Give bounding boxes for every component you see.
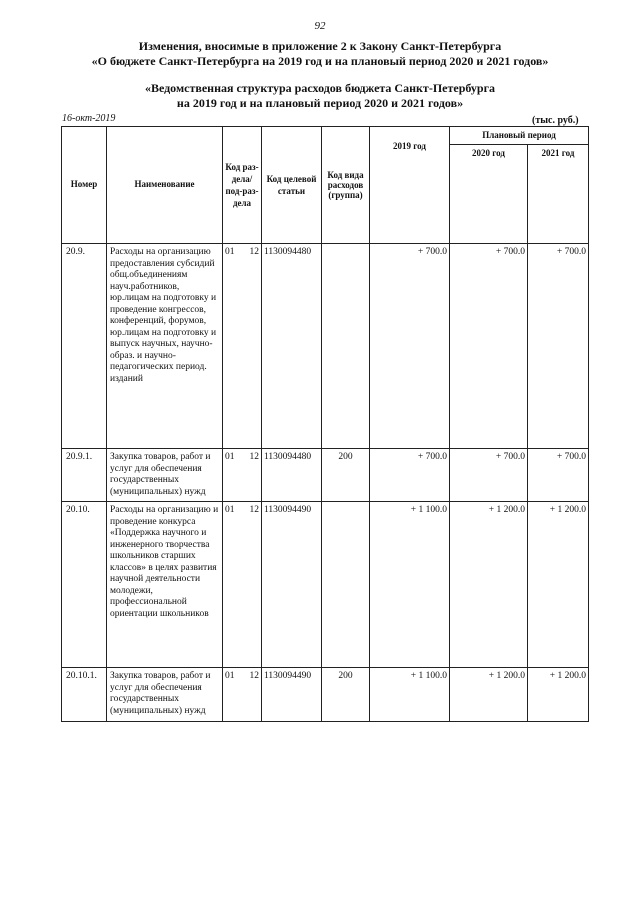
row-number: 20.10.	[62, 502, 107, 668]
budget-table	[61, 126, 589, 722]
row-expense-type: 200	[322, 449, 370, 502]
row-article-code: 1130094480	[262, 244, 322, 449]
row-name: Закупка товаров, работ и услуг для обеспечения государственных (муниципальных) нужд	[107, 449, 223, 502]
header-section: Код раз-дела/ под-раз-дела	[223, 127, 262, 244]
header-article: Код целевой статьи	[262, 127, 322, 244]
header-expense-type: Код вида расходов (группа)	[322, 127, 370, 244]
page-number: 92	[314, 20, 326, 32]
section-code: 01	[225, 671, 235, 681]
subsection-code: 12	[249, 452, 259, 462]
row-2020: + 700.0	[450, 449, 528, 502]
table-row	[62, 449, 589, 502]
subsection-code: 12	[249, 671, 259, 681]
section-code: 01	[225, 247, 235, 257]
row-2021: + 700.0	[528, 449, 589, 502]
subsection-code: 12	[249, 505, 259, 515]
subtitle-line-2: на 2019 год и на плановый период 2020 и 2021 годов»	[176, 96, 464, 110]
row-section-code	[223, 668, 262, 722]
row-2021: + 1 200.0	[528, 502, 589, 668]
section-code: 01	[225, 452, 235, 462]
subsection-code: 12	[249, 247, 259, 257]
table-header	[62, 127, 589, 244]
row-expense-type	[322, 244, 370, 449]
row-name: Закупка товаров, работ и услуг для обеспечения государственных (муниципальных) нужд	[107, 668, 223, 722]
header-name: Наименование	[107, 127, 223, 244]
document-title	[20, 39, 620, 69]
subtitle-line-1: «Ведомственная структура расходов бюджета Санкт-Петербурга	[144, 81, 496, 95]
row-number: 20.10.1.	[62, 668, 107, 722]
row-article-code: 1130094490	[262, 502, 322, 668]
row-expense-type: 200	[322, 668, 370, 722]
row-2021: + 700.0	[528, 244, 589, 449]
row-2019: + 700.0	[370, 244, 450, 449]
header-2021: 2021 год	[528, 145, 589, 244]
title-line-1: Изменения, вносимые в приложение 2 к Закону Санкт-Петербурга	[138, 39, 502, 53]
row-2020: + 700.0	[450, 244, 528, 449]
row-article-code: 1130094490	[262, 668, 322, 722]
header-plan-period: Плановый период	[450, 127, 589, 145]
section-code: 01	[225, 505, 235, 515]
document-subtitle	[20, 81, 620, 111]
header-2019: 2019 год	[370, 127, 450, 244]
title-line-2: «О бюджете Санкт-Петербурга на 2019 год и на плановый период 2020 и 2021 годов»	[91, 54, 549, 68]
row-number: 20.9.1.	[62, 449, 107, 502]
row-article-code: 1130094480	[262, 449, 322, 502]
row-number: 20.9.	[62, 244, 107, 449]
row-section-code	[223, 502, 262, 668]
document-date: 16-окт-2019	[62, 113, 116, 124]
header-2020: 2020 год	[450, 145, 528, 244]
row-2019: + 700.0	[370, 449, 450, 502]
row-2021: + 1 200.0	[528, 668, 589, 722]
table-row	[62, 244, 589, 449]
table-body	[62, 244, 589, 722]
row-2020: + 1 200.0	[450, 502, 528, 668]
row-name: Расходы на организацию предоставления субсидий общ.объединениям науч.работников, юр.лицам на подготовку и проведение конгрессов, конференций, форумов, юр.лицам на подготовку и выпуск научных, научно-образ. и научно-педагогических период. изданий	[107, 244, 223, 449]
row-2019: + 1 100.0	[370, 668, 450, 722]
row-2020: + 1 200.0	[450, 668, 528, 722]
header-number: Номер	[62, 127, 107, 244]
row-name: Расходы на организацию и проведение конкурса «Поддержка научного и инженерного творчества школьников старших классов» в целях развития научной деятельности молодежи, профессиональной ориентации школьников	[107, 502, 223, 668]
units-label: (тыс. руб.)	[532, 115, 579, 126]
row-section-code	[223, 244, 262, 449]
table-row	[62, 668, 589, 722]
row-section-code	[223, 449, 262, 502]
table-row	[62, 502, 589, 668]
row-expense-type	[322, 502, 370, 668]
row-2019: + 1 100.0	[370, 502, 450, 668]
